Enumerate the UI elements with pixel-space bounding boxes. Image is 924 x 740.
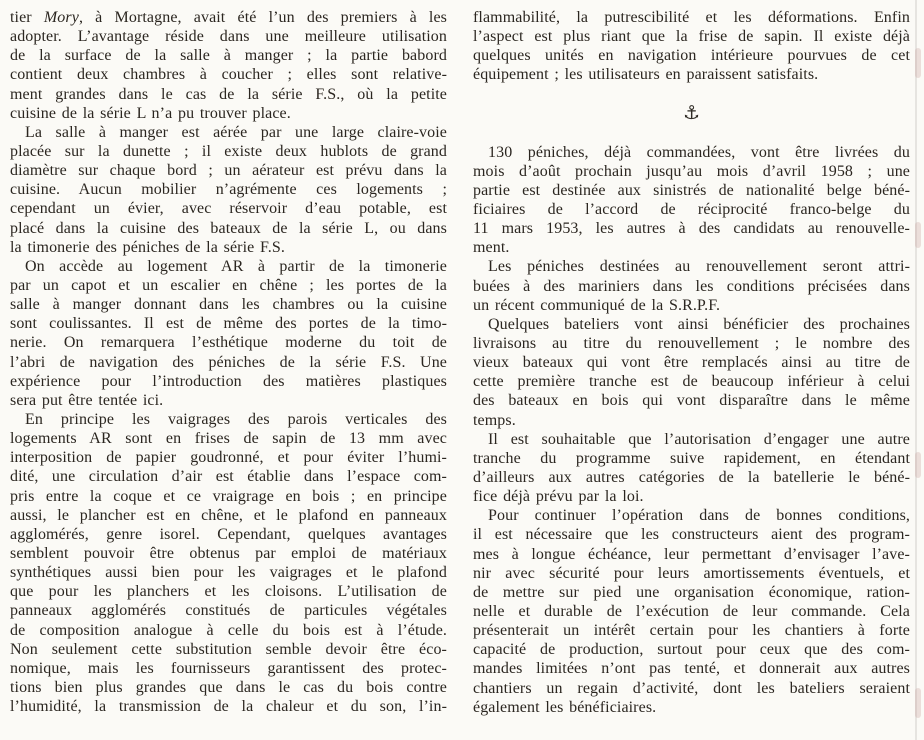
text-line: un récent communiqué de la S.R.P.F. [473,296,721,314]
text-line: de composition analogue à celle du bois est à l’étude. [10,621,447,639]
paragraph [10,410,447,716]
text-line: sont coulissantes. Il est de même des portes de la timo- [10,315,447,333]
text-segment: tier [10,9,44,26]
two-column-text-block [10,8,910,717]
text-line: nomique, mais les fournisseurs garantissent des protec- [10,659,447,677]
text-line: logements AR sont en frises de sapin de 13 mm avec [10,430,447,448]
paragraph [473,257,910,314]
text-line: nir avec sécurité pour leurs amortissements éventuels, et [473,564,910,582]
text-line: synthétiques aussi bien pour les vaigrages et le plafond [10,564,447,582]
text-line: chantiers un regain d’activité, dont les bateliers seraient [473,679,910,697]
text-line: livraisons au titre du renouvellement ; le nombre des [473,334,910,352]
paragraph [10,8,447,123]
text-line: placé dans la cuisine des bateaux de la série L, ou dans [10,219,447,237]
text-line: La salle à manger est aérée par une large claire-voie [25,123,447,141]
text-line: des bateaux en bois qui vont disparaître dans le même [473,392,910,410]
boat-name-italic: Mory [43,9,79,26]
text-line: que pour les planchers et les cloisons. L’utilisation de [10,583,447,601]
text-line: équipement ; les utilisateurs en paraissent satisfaits. [473,66,819,84]
text-line: fice déjà prévu par la loi. [473,488,644,506]
text-line: l’abri de navigation des péniches de la série F.S. Une [10,353,447,371]
text-line: vieux bateaux qui vont être remplacés ainsi au titre de [473,354,910,372]
text-line: expérience pour l’introduction des matières plastiques [10,372,447,390]
text-line: Non seulement cette substitution semble devoir être éco- [10,640,447,658]
text-line: ment. [473,239,510,257]
text-line: adopter. L’avantage réside dans une meilleure utilisation [10,28,447,46]
text-line: pris entre la coque et ce vraigrage en bois ; en principe [10,487,447,505]
text-line: par un capot et un escalier en chêne ; les portes de la [10,276,447,294]
paragraph [10,257,447,410]
text-line: interposition de papier goudronné, et pour éviter l’humi- [10,449,447,467]
text-line: Quelques bateliers vont ainsi bénéficier des prochaines [488,315,910,333]
text-line: cette première tranche est de beaucoup inférieur à celui [473,373,910,391]
text-line: mes à longue échéance, leur permettant d’envisager l’ave- [473,545,910,563]
text-column-right [473,8,910,717]
text-line: 11 mars 1953, les autres à des candidats au renouvelle- [473,220,910,238]
text-line: agglomérés, genre isorel. Cependant, quelques avantages [10,525,447,543]
scan-smudge [915,48,921,78]
text-line: flammabilité, la putrescibilité et les déformations. Enfin [473,9,910,26]
text-line: l’humidité, la transmission de la chaleur et du son, l’in- [10,698,447,716]
paragraph [10,123,447,257]
text-line: placée sur la dunette ; il existe deux hublots de grand [10,142,447,160]
text-line: temps. [473,411,516,429]
text-line: tions bien plus grandes que dans le cas du bois contre [10,678,447,696]
scan-smudge [915,688,921,718]
text-line: panneaux agglomérés constitués de particules végétales [10,602,447,620]
text-line: il est nécessaire que les constructeurs aient des program- [473,526,910,544]
text-line: partie est destinée aux sinistrés de nationalité belge béné- [473,181,910,199]
text-line: sera put être tentée ici. [10,391,164,409]
text-line: On accède au logement AR à partir de la timonerie [25,257,447,275]
text-segment: , à Mortagne, avait été l’un des premiers à les [78,9,447,26]
text-line: 130 péniches, déjà commandées, vont être livrées du [488,143,910,161]
text-line: Il est souhaitable que l’autorisation d’engager une autre [488,430,910,448]
text-line: Pour continuer l’opération dans de bonnes conditions, [488,507,910,525]
paragraph [473,430,910,507]
text-line: diamètre sur chaque bord ; un aérateur est prévu dans la [10,162,447,180]
text-line: également les bénéficiaires. [473,698,657,716]
text-line: mois d’août prochain jusqu’au mois d’avril 1958 ; une [473,162,910,180]
paragraph [473,315,910,430]
text-line: ficiaires de l’accord de réciprocité franco-belge du [473,200,910,218]
text-line: capacité de production, surtout pour ceux que des com- [473,641,910,659]
text-line: d’ailleurs aux autres catégories de la batellerie le béné- [473,468,910,486]
text-line: contient deux chambres à coucher ; elles sont relative- [10,66,447,84]
text-line: En principe les vaigrages des parois verticales des [25,410,447,428]
text-line: l’aspect est plus riant que la frise de sapin. Il existe déjà [473,28,910,46]
text-line: aussi, le plancher est en chêne, et le plafond en panneaux [10,506,447,524]
scan-smudge [915,452,921,478]
text-line: nelle et durable de l’exécution de leur commande. Cela [473,602,910,620]
text-line: la timonerie des péniches de la série F.S. [10,238,285,256]
text-line: de mettre sur pied une organisation économique, ration- [473,583,910,601]
anchor-icon: ⚓ [682,102,701,125]
text-line: cependant un évier, avec réservoir d’eau potable, est [10,200,447,218]
paragraph [473,8,910,85]
text-column-left [10,8,447,717]
text-line: nerie. On remarquera l’esthétique moderne du toit de [10,334,447,352]
text-line: dité, une circulation d’air est établie dans l’espace com- [10,468,447,486]
text-line: présenterait un intérêt certain pour les chantiers à forte [473,622,910,640]
text-line: Les péniches destinées au renouvellement seront attri- [488,258,910,276]
text-line: quelques unités en navigation intérieure pourvues de cet [473,47,910,65]
text-line: mandes limitées n’ont pas tenté, et donnerait aux autres [473,660,910,678]
scan-edge-artifact [915,0,917,740]
section-divider [473,85,910,143]
text-line: cuisine. Aucun mobilier n’agrémente ces logements ; [10,181,447,199]
text-line: tranche du programme suive rapidement, en étendant [473,449,910,467]
text-line: cuisine de la série L n’a pu trouver place. [10,104,291,122]
text-line: ment grandes dans le cas de la série F.S., où la petite [10,85,447,103]
text-line: de la surface de la salle à manger ; la partie babord [10,47,447,65]
text-line: salle à manger donnant dans les chambres ou la cuisine [10,296,447,314]
scan-smudge [915,222,921,248]
paragraph [473,143,910,258]
text-line: buées à des mariniers dans les conditions précisées dans [473,277,910,295]
text-line [10,8,447,27]
paragraph [473,506,910,717]
text-line: semblent pouvoir être obtenus par emploi de matériaux [10,544,447,562]
